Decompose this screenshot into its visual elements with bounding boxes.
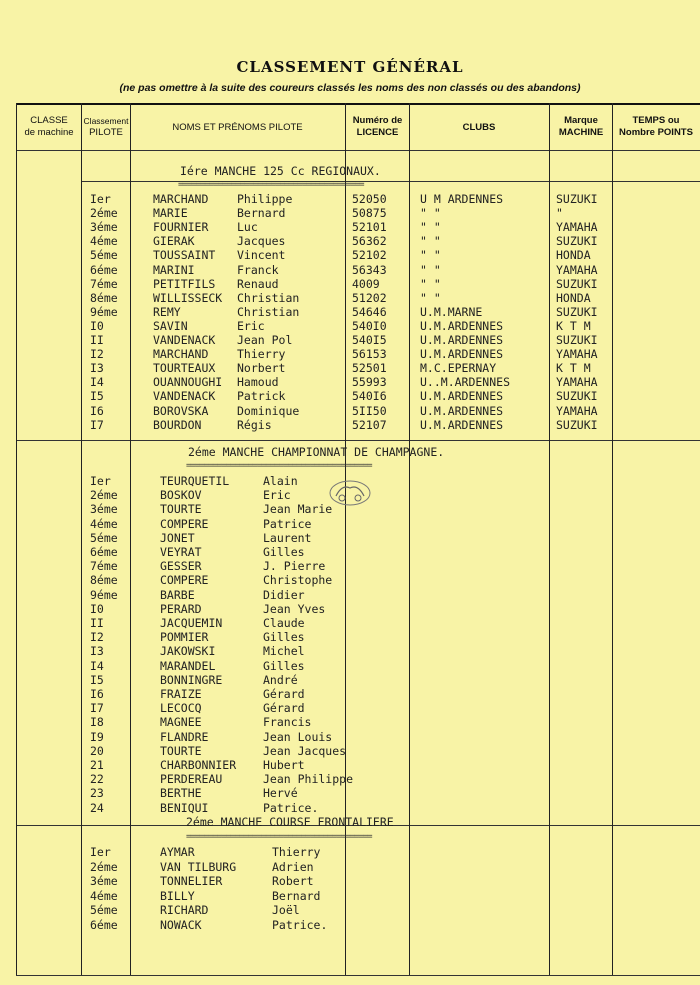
last-name-cell: JAKOWSKI [160,644,216,659]
marque-cell: HONDA [556,290,591,305]
last-name-cell: BARBE [160,587,195,602]
last-name-cell: PERDEREAU [160,772,223,787]
last-name-cell: MARINI [153,262,195,277]
rank-cell: Ier [90,845,111,859]
licence-cell: 52101 [352,220,387,235]
last-name-cell: BERTHE [160,786,202,801]
rank-cell: Ier [90,192,111,206]
last-name-cell: BOURDON [153,417,202,432]
licence-cell: 5II50 [352,403,387,418]
rank-cell: 9éme [90,587,118,602]
section-underline: ========================================== [186,461,372,471]
header-numero [345,115,410,139]
first-name-cell: J. Pierre [263,559,326,574]
first-name-cell: Bernard [237,206,286,221]
header-bottom-border [16,150,700,151]
club-cell: " " [420,276,441,291]
licence-cell: 540I6 [352,389,387,404]
licence-cell: 56343 [352,262,387,277]
page-subtitle: (ne pas omettre à la suite des coureurs classés les noms des non classés ou des abandons) [119,82,581,94]
first-name-cell: Christophe [263,573,333,588]
table-row [0,545,700,559]
first-name-cell: Claude [263,616,305,630]
table-row [0,758,700,772]
licence-cell: 52501 [352,361,387,376]
header-clubs [409,122,549,134]
rank-cell: I2 [90,630,104,645]
last-name-cell: VAN TILBURG [160,859,237,874]
first-name-cell: Renaud [237,276,279,291]
last-name-cell: JACQUEMIN [160,616,223,630]
table-row [0,701,700,715]
club-cell: U.M.ARDENNES [420,417,504,432]
licence-cell: 51202 [352,290,387,305]
rank-cell: 7éme [90,559,118,574]
marque-cell: SUZUKI [556,234,598,249]
rank-cell: I0 [90,601,104,616]
rank-cell: 6éme [90,917,118,932]
last-name-cell: MAGNEE [160,715,202,730]
table-row [0,517,700,531]
club-cell: " " [420,220,441,235]
rank-cell: 2éme [90,488,118,503]
licence-cell: 540I0 [352,318,387,333]
header-marque-line2: MACHINE [558,127,604,138]
rank-cell: I3 [90,361,104,376]
table-row [0,687,700,701]
licence-cell: 52102 [352,248,387,263]
last-name-cell: TEURQUETIL [160,474,230,488]
section-underline: ========================================== [186,832,372,842]
rank-cell: II [90,616,104,630]
first-name-cell: Jacques [237,234,286,249]
header-classement-line2: PILOTE [89,127,123,138]
table-row [0,630,700,644]
last-name-cell: MARIE [153,206,188,221]
first-name-cell: Philippe [237,192,293,206]
table-row [0,903,700,917]
rank-cell: I8 [90,715,104,730]
rank-cell: 4éme [90,888,118,903]
last-name-cell: MARCHAND [153,347,209,362]
header-temps-line2: Nombre POINTS [619,127,693,138]
section-heading-manche-2: 2éme MANCHE CHAMPIONNAT DE CHAMPAGNE. [188,445,445,459]
last-name-cell: BONNINGRE [160,672,223,687]
last-name-cell: VEYRAT [160,545,202,559]
last-name-cell: BOSKOV [160,488,202,503]
table-row [0,786,700,800]
first-name-cell: Gilles [263,545,305,559]
last-name-cell: TOURTEAUX [153,361,216,376]
club-cell: " " [420,290,441,305]
club-cell: U..M.ARDENNES [420,375,511,390]
first-name-cell: Norbert [237,361,286,376]
marque-cell: SUZUKI [556,304,598,319]
header-temps [612,115,700,139]
header-clubs-text: CLUBS [462,122,496,133]
table-row [0,602,700,616]
last-name-cell: RICHARD [160,903,209,917]
last-name-cell: COMPERE [160,516,209,531]
first-name-cell: Francis [263,715,312,730]
table-row [0,206,700,220]
rank-cell: I6 [90,687,104,701]
marque-cell: YAMAHA [556,262,598,277]
table-row [0,192,700,206]
marque-cell: YAMAHA [556,375,598,390]
header-classe [16,115,82,139]
first-name-cell: Jean Marie [263,502,333,517]
first-name-cell: Thierry [272,845,321,859]
rank-cell: 24 [90,800,104,815]
first-name-cell: Luc [237,220,258,235]
table-row [0,389,700,403]
rank-cell: 4éme [90,234,118,249]
rank-cell: I4 [90,658,104,673]
rank-cell: 4éme [90,516,118,531]
last-name-cell: GESSER [160,559,202,574]
last-name-cell: TOURTE [160,743,202,758]
table-row [0,874,700,888]
club-cell: M.C.EPERNAY [420,361,497,376]
first-name-cell: Alain [263,474,298,488]
club-cell: U M ARDENNES [420,192,504,206]
table-row [0,531,700,545]
header-noms [130,122,345,134]
last-name-cell: FOURNIER [153,220,209,235]
licence-cell: 55993 [352,375,387,390]
header-noms-text: NOMS ET PRÉNOMS PILOTE [172,122,303,133]
last-name-cell: FRAIZE [160,687,202,701]
section-underline: ========================================== [178,180,364,190]
first-name-cell: Hervé [263,786,298,801]
first-name-cell: Jean Pol [237,333,293,347]
table-row [0,616,700,630]
first-name-cell: Patrick [237,389,286,404]
page-title: CLASSEMENT GÉNÉRAL [236,58,464,76]
header-marque [549,115,613,139]
first-name-cell: Franck [237,262,279,277]
last-name-cell: PETITFILS [153,276,216,291]
last-name-cell: OUANNOUGHI [153,375,223,390]
first-name-cell: Didier [263,587,305,602]
first-name-cell: Laurent [263,530,312,545]
marque-cell: SUZUKI [556,417,598,432]
marque-cell: SUZUKI [556,389,598,404]
table-row [0,730,700,744]
first-name-cell: Bernard [272,888,321,903]
first-name-cell: Patrice [263,516,312,531]
last-name-cell: BOROVSKA [153,403,209,418]
table-row [0,248,700,262]
marque-cell: " [556,206,563,221]
last-name-cell: LECOCQ [160,701,202,716]
marque-cell: SUZUKI [556,276,598,291]
rank-cell: 2éme [90,206,118,221]
section-heading-manche-1: Iére MANCHE 125 Cc REGIONAUX. [180,164,381,178]
club-cell: U.M.ARDENNES [420,333,504,347]
rank-cell: Ier [90,474,111,488]
last-name-cell: WILLISSECK [153,290,223,305]
rank-cell: I2 [90,347,104,362]
rank-cell: 21 [90,758,104,772]
last-name-cell: NOWACK [160,917,202,932]
header-temps-line1: TEMPS ou [632,115,680,126]
club-cell: " " [420,248,441,263]
header-classement [81,115,131,139]
first-name-cell: Dominique [237,403,300,418]
first-name-cell: Patrice. [272,917,328,932]
club-cell: " " [420,262,441,277]
table-row [0,801,700,815]
last-name-cell: COMPERE [160,573,209,588]
rank-cell: 9éme [90,304,118,319]
last-name-cell: BENIQUI [160,800,209,815]
licence-cell: 50875 [352,206,387,221]
table-row [0,375,700,389]
licence-cell: 52050 [352,192,387,206]
rank-cell: 8éme [90,573,118,588]
first-name-cell: Gérard [263,687,305,701]
rank-cell: I5 [90,389,104,404]
club-cell: " " [420,234,441,249]
rank-cell: 5éme [90,248,118,263]
last-name-cell: FLANDRE [160,729,209,744]
rank-cell: I5 [90,672,104,687]
rank-cell: I0 [90,318,104,333]
club-cell: U.M.ARDENNES [420,347,504,362]
rank-cell: I9 [90,729,104,744]
first-name-cell: Christian [237,304,300,319]
header-numero-line2: LICENCE [356,127,399,138]
licence-cell: 4009 [352,276,380,291]
last-name-cell: MARANDEL [160,658,216,673]
last-name-cell: REMY [153,304,181,319]
last-name-cell: JONET [160,530,195,545]
rank-cell: 22 [90,772,104,787]
table-row [0,644,700,658]
first-name-cell: Eric [237,318,265,333]
section-heading-manche-3: 2éme MANCHE COURSE FRONTALIERE [186,815,394,829]
table-top-border [16,103,700,105]
table-row [0,347,700,361]
rank-cell: 6éme [90,262,118,277]
rank-cell: I3 [90,644,104,659]
last-name-cell: TONNELIER [160,874,223,888]
marque-cell: YAMAHA [556,220,598,235]
header-marque-line1: Marque [564,115,598,126]
first-name-cell: Gilles [263,658,305,673]
marque-cell: K T M [556,318,591,333]
marque-cell: SUZUKI [556,333,598,347]
marque-cell: SUZUKI [556,192,598,206]
last-name-cell: VANDENACK [153,333,216,347]
last-name-cell: PERARD [160,601,202,616]
licence-cell: 52107 [352,417,387,432]
table-row [0,573,700,587]
first-name-cell: Jean Yves [263,601,326,616]
table-row [0,559,700,573]
rank-cell: I4 [90,375,104,390]
table-row [0,404,700,418]
first-name-cell: Régis [237,417,272,432]
first-name-cell: Gilles [263,630,305,645]
first-name-cell: Michel [263,644,305,659]
table-row [0,263,700,277]
rank-cell: 23 [90,786,104,801]
marque-cell: K T M [556,361,591,376]
header-classe-line1: CLASSE [30,115,68,126]
first-name-cell: Thierry [237,347,286,362]
rank-cell: 2éme [90,859,118,874]
table-row [0,889,700,903]
table-row [0,333,700,347]
table-row [0,234,700,248]
table-row [0,715,700,729]
first-name-cell: Hubert [263,758,305,772]
table-row [0,659,700,673]
rank-cell: 20 [90,743,104,758]
table-row [0,418,700,432]
last-name-cell: MARCHAND [153,192,209,206]
table-bottom-border [16,975,700,976]
first-name-cell: Christian [237,290,300,305]
first-name-cell: Robert [272,874,314,888]
first-name-cell: Joël [272,903,300,917]
club-cell: " " [420,206,441,221]
table-row [0,772,700,786]
table-row [0,673,700,687]
rank-cell: 3éme [90,874,118,888]
marque-cell: YAMAHA [556,403,598,418]
last-name-cell: POMMIER [160,630,209,645]
last-name-cell: TOURTE [160,502,202,517]
first-name-cell: Gérard [263,701,305,716]
stamp-logo-icon [328,478,372,508]
first-name-cell: André [263,672,298,687]
rank-cell: II [90,333,104,347]
table-row [0,305,700,319]
marque-cell: HONDA [556,248,591,263]
rank-cell: I7 [90,417,104,432]
club-cell: U.M.ARDENNES [420,389,504,404]
club-cell: U.M.MARNE [420,304,483,319]
licence-cell: 54646 [352,304,387,319]
licence-cell: 56153 [352,347,387,362]
last-name-cell: CHARBONNIER [160,758,237,772]
first-name-cell: Vincent [237,248,286,263]
rank-cell: 8éme [90,290,118,305]
header-classement-line1: Classement [83,116,129,126]
marque-cell: YAMAHA [556,347,598,362]
licence-cell: 540I5 [352,333,387,347]
table-row [0,744,700,758]
last-name-cell: AYMAR [160,845,195,859]
first-name-cell: Hamoud [237,375,279,390]
last-name-cell: BILLY [160,888,195,903]
table-row [0,361,700,375]
header-classe-line2: de machine [24,127,74,138]
table-row [0,588,700,602]
table-row [0,291,700,305]
rank-cell: 6éme [90,545,118,559]
club-cell: U.M.ARDENNES [420,403,504,418]
header-numero-line1: Numéro de [352,115,403,126]
rank-cell: 7éme [90,276,118,291]
table-row [0,918,700,932]
rank-cell: 5éme [90,530,118,545]
rank-cell: 5éme [90,903,118,917]
first-name-cell: Jean Philippe [263,772,354,787]
table-row [0,860,700,874]
rank-cell: 3éme [90,220,118,235]
table-row [0,319,700,333]
table-row [0,277,700,291]
first-name-cell: Jean Louis [263,729,333,744]
licence-cell: 56362 [352,234,387,249]
table-row [0,845,700,859]
last-name-cell: GIERAK [153,234,195,249]
rank-cell: 3éme [90,502,118,517]
last-name-cell: VANDENACK [153,389,216,404]
table-row [0,220,700,234]
first-name-cell: Eric [263,488,291,503]
rank-cell: I7 [90,701,104,716]
first-name-cell: Patrice. [263,800,319,815]
section-rule [16,440,700,441]
last-name-cell: SAVIN [153,318,188,333]
first-name-cell: Adrien [272,859,314,874]
club-cell: U.M.ARDENNES [420,318,504,333]
first-name-cell: Jean Jacques [263,743,347,758]
last-name-cell: TOUSSAINT [153,248,216,263]
rank-cell: I6 [90,403,104,418]
